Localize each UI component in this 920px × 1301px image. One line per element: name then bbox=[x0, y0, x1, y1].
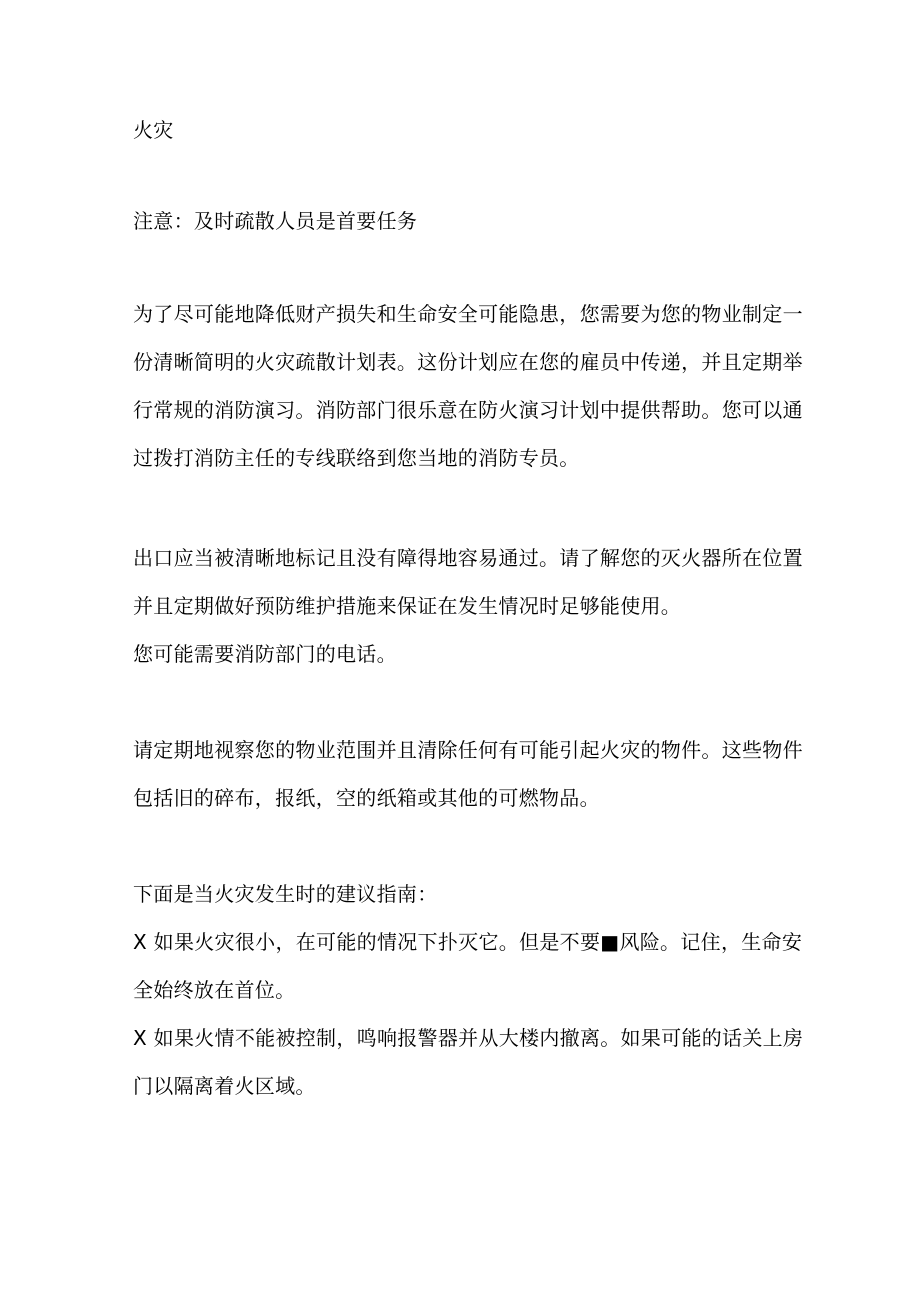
paragraph-2-line-2: 并且定期做好预防维护措施来保证在发生情况时足够能使用。 bbox=[133, 594, 682, 618]
guideline-1-line-2: 全始终放在首位。 bbox=[133, 978, 296, 1002]
guidelines-heading: 下面是当火灾发生时的建议指南： bbox=[133, 882, 438, 906]
paragraph-1-line-3: 行常规的消防演习。消防部门很乐意在防火演习计划中提供帮助。您可以通 bbox=[133, 398, 803, 422]
document-title: 火灾 bbox=[133, 118, 174, 142]
guideline-2-line-1: X 如果火情不能被控制，鸣响报警器并从大楼内撤离。如果可能的话关上房 bbox=[133, 1026, 804, 1050]
paragraph-2-line-3: 您可能需要消防部门的电话。 bbox=[133, 642, 397, 666]
guideline-1-line-1: X 如果火灾很小，在可能的情况下扑灭它。但是不要■风险。记住，生命安 bbox=[133, 930, 803, 954]
notice-line: 注意：及时疏散人员是首要任务 bbox=[133, 209, 418, 233]
paragraph-1-line-1: 为了尽可能地降低财产损失和生命安全可能隐患，您需要为您的物业制定一 bbox=[133, 302, 803, 326]
paragraph-2-line-1: 出口应当被清晰地标记且没有障得地容易通过。请了解您的灭火器所在位置 bbox=[133, 546, 803, 570]
paragraph-3-line-2: 包括旧的碎布，报纸，空的纸箱或其他的可燃物品。 bbox=[133, 786, 600, 810]
paragraph-3-line-1: 请定期地视察您的物业范围并且清除任何有可能引起火灾的物件。这些物件 bbox=[133, 738, 803, 762]
guideline-2-line-2: 门以隔离着火区域。 bbox=[133, 1074, 316, 1098]
paragraph-1-line-4: 过拨打消防主任的专线联络到您当地的消防专员。 bbox=[133, 446, 580, 470]
paragraph-1-line-2: 份清晰简明的火灾疏散计划表。这份计划应在您的雇员中传递，并且定期举 bbox=[133, 350, 803, 374]
